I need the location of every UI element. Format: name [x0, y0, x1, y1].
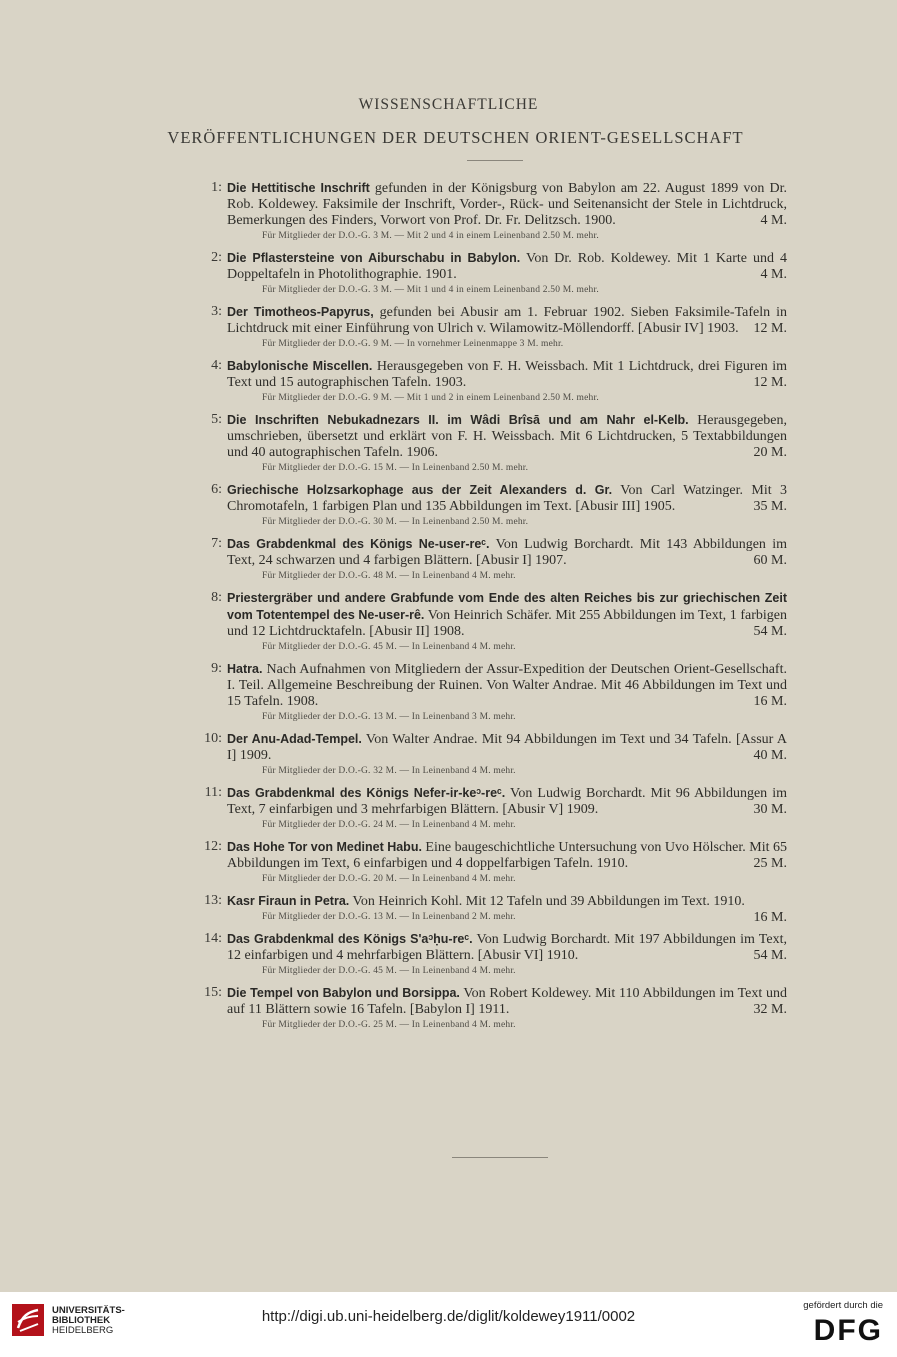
- entry-title: Der Timotheos-Papyrus,: [227, 305, 374, 319]
- entry-title: Das Grabdenkmal des Königs S'aᵓḥu-reᶜ.: [227, 932, 473, 946]
- entry-title: Das Grabdenkmal des Königs Ne-user-reᶜ.: [227, 537, 490, 551]
- member-price-note: Für Mitglieder der D.O.-G. 24 M. — In Leinenband 4 M. mehr.: [262, 820, 516, 830]
- member-price-note: Für Mitglieder der D.O.-G. 48 M. — In Leinenband 4 M. mehr.: [262, 571, 516, 581]
- member-price-note: Für Mitglieder der D.O.-G. 15 M. — In Leinenband 2.50 M. mehr.: [262, 463, 529, 473]
- entry-text: Herausgegeben, umschrieben, übersetzt und erklärt von F. H. Weissbach. Mit 6 Lichtdrucken, 5 Textabbildungen und 40 autographischen Tafeln. 1906.: [227, 413, 787, 460]
- entry-text: Eine baugeschichtliche Untersuchung von Uvo Hölscher. Mit 65 Abbildungen im Text, 6 einfarbigen und 4 doppelfarbigen Tafeln. 1910.: [227, 840, 788, 871]
- member-price-note: Für Mitglieder der D.O.-G. 20 M. — In Leinenband 4 M. mehr.: [262, 874, 516, 884]
- entry-number: 6:: [211, 482, 222, 497]
- entry-description: [227, 536, 787, 569]
- entry-price: 40 M.: [753, 748, 787, 763]
- member-price-note: Für Mitglieder der D.O.-G. 32 M. — In Leinenband 4 M. mehr.: [262, 766, 516, 776]
- entry-title: Die Hettitische Inschrift: [227, 181, 370, 195]
- entry-text: gefunden in der Königsburg von Babylon am 22. August 1899 von Dr. Rob. Koldewey. Faksimile der Inschrift, Vorder-, Rück- und Seitenansicht der Stele in Lichtdruck, Bemerkungen des Finders, Vorwort von Prof. Dr. Fr. Delitzsch. 1900.: [227, 181, 787, 228]
- publication-entry: [0, 785, 897, 832]
- heading-divider: [467, 160, 523, 161]
- publication-entry: [0, 358, 897, 405]
- member-price-note: Für Mitglieder der D.O.-G. 25 M. — In Leinenband 4 M. mehr.: [262, 1020, 516, 1030]
- entry-title: Griechische Holzsarkophage aus der Zeit Alexanders d. Gr.: [227, 483, 613, 497]
- entry-text: Von Heinrich Schäfer. Mit 255 Abbildungen im Text, 1 farbigen und 12 Lichtdrucktafeln. [Abusir II] 1908.: [227, 608, 788, 639]
- entry-price: 30 M.: [753, 802, 787, 817]
- member-price-note: Für Mitglieder der D.O.-G. 9 M. — In vornehmer Leinenmappe 3 M. mehr.: [262, 339, 564, 349]
- publication-entry: [0, 180, 897, 243]
- entry-number: 12:: [204, 839, 222, 854]
- entry-number: 14:: [204, 931, 222, 946]
- page-heading-line2: VERÖFFENTLICHUNGEN DER DEUTSCHEN ORIENT-GESELLSCHAFT: [167, 128, 744, 147]
- entry-number: 7:: [211, 536, 222, 551]
- entry-description: [227, 180, 787, 229]
- entry-number: 9:: [211, 661, 222, 676]
- entry-text: Von Ludwig Borchardt. Mit 197 Abbildungen im Text, 12 einfarbigen und 4 mehrfarbigen Blättern. [Abusir VI] 1910.: [227, 932, 787, 963]
- entry-title: Das Grabdenkmal des Königs Nefer-ir-keᵓ-reᶜ.: [227, 786, 506, 800]
- permalink-url[interactable]: http://digi.ub.uni-heidelberg.de/diglit/koldewey1911/0002: [261, 1308, 636, 1325]
- entry-price: 16 M.: [753, 910, 787, 925]
- entry-price: 35 M.: [753, 499, 787, 514]
- entry-text: Herausgegeben von F. H. Weissbach. Mit 1 Lichtdruck, drei Figuren im Text und 15 autographischen Tafeln. 1903.: [227, 359, 787, 390]
- entry-text: Nach Aufnahmen von Mitgliedern der Assur-Expedition der Deutschen Orient-Gesellschaft. I. Teil. Allgemeine Beschreibung der Ruinen. Von Walter Andrae. Mit 46 Abbildungen im Text und 15 Tafeln. 1908.: [227, 662, 787, 709]
- publication-entry: [0, 661, 897, 724]
- entry-title: Kasr Firaun in Petra.: [227, 894, 350, 908]
- entry-description: [227, 839, 787, 872]
- entry-text: Von Ludwig Borchardt. Mit 143 Abbildungen im Text, 24 schwarzen und 4 farbigen Blättern. [Abusir I] 1907.: [227, 537, 788, 568]
- entry-number: 3:: [211, 304, 222, 319]
- funding-caption: gefördert durch die: [803, 1300, 883, 1311]
- entry-price: 54 M.: [753, 624, 787, 639]
- entry-description: [227, 661, 787, 710]
- entry-title: Das Hohe Tor von Medinet Habu.: [227, 840, 422, 854]
- member-price-note: Für Mitglieder der D.O.-G. 13 M. — In Leinenband 3 M. mehr.: [262, 712, 516, 722]
- page-heading-line1: WISSENSCHAFTLICHE: [358, 96, 539, 113]
- member-price-note: Für Mitglieder der D.O.-G. 45 M. — In Leinenband 4 M. mehr.: [262, 966, 516, 976]
- publication-entry: [0, 985, 897, 1032]
- entry-description: [227, 412, 787, 461]
- member-price-note: Für Mitglieder der D.O.-G. 9 M. — Mit 1 und 2 in einem Leinenband 2.50 M. mehr.: [262, 393, 599, 403]
- entry-price: 60 M.: [753, 553, 787, 568]
- entry-number: 5:: [211, 412, 222, 427]
- entry-price: 4 M.: [760, 267, 787, 282]
- entry-text: gefunden bei Abusir am 1. Februar 1902. Sieben Faksimile-Tafeln in Lichtdruck mit einer Einführung von Ulrich v. Wilamowitz-Möllendorff. [Abusir IV] 1903.: [227, 305, 787, 336]
- publication-entry: [0, 931, 897, 978]
- entry-price: 25 M.: [753, 856, 787, 871]
- entry-title: Der Anu-Adad-Tempel.: [227, 732, 362, 746]
- member-price-note: Für Mitglieder der D.O.-G. 3 M. — Mit 1 und 4 in einem Leinenband 2.50 M. mehr.: [262, 285, 599, 295]
- entry-price: 12 M.: [753, 321, 787, 336]
- closing-divider: [452, 1157, 548, 1158]
- entry-number: 2:: [211, 250, 222, 265]
- publication-entry: [0, 304, 897, 351]
- entry-text: Von Heinrich Kohl. Mit 12 Tafeln und 39 Abbildungen im Text. 1910.: [349, 894, 745, 909]
- entry-text: Von Robert Koldewey. Mit 110 Abbildungen im Text und auf 11 Blättern sowie 16 Tafeln. [Babylon I] 1911.: [227, 986, 787, 1017]
- publication-entry: [0, 412, 897, 475]
- entry-title: Hatra.: [227, 662, 263, 676]
- member-price-note: Für Mitglieder der D.O.-G. 3 M. — Mit 2 und 4 in einem Leinenband 2.50 M. mehr.: [262, 231, 599, 241]
- entry-number: 1:: [211, 180, 222, 195]
- entry-number: 13:: [204, 893, 222, 908]
- library-name-line1: UNIVERSITÄTS-: [52, 1305, 125, 1316]
- entry-title: Priestergräber und andere Grabfunde vom Ende des alten Reiches bis zur griechischen Zeit vom Totentempel des Ne-user-rê.: [227, 591, 787, 622]
- entry-description: [227, 931, 787, 964]
- entry-price: 54 M.: [753, 948, 787, 963]
- publication-entry: [0, 731, 897, 778]
- entry-description: [227, 358, 787, 391]
- entry-description: [227, 785, 787, 818]
- entry-description: [227, 250, 787, 283]
- entry-description: [227, 482, 787, 515]
- entry-number: 10:: [204, 731, 222, 746]
- entry-number: 11:: [204, 785, 222, 800]
- dfg-logo[interactable]: DFG: [813, 1314, 883, 1347]
- entry-description: [227, 590, 787, 640]
- entry-price: 20 M.: [753, 445, 787, 460]
- publication-entry: [0, 482, 897, 529]
- publication-entry: [0, 839, 897, 886]
- member-price-note: Für Mitglieder der D.O.-G. 13 M. — In Leinenband 2 M. mehr.: [262, 912, 516, 922]
- publication-entry: [0, 590, 897, 654]
- member-price-note: Für Mitglieder der D.O.-G. 45 M. — In Leinenband 4 M. mehr.: [262, 642, 516, 652]
- entry-text: Von Ludwig Borchardt. Mit 96 Abbildungen im Text, 7 einfarbigen und 3 mehrfarbigen Blättern. [Abusir V] 1909.: [227, 786, 787, 817]
- entry-description: [227, 985, 787, 1018]
- entry-number: 15:: [204, 985, 222, 1000]
- publication-entry: [0, 536, 897, 583]
- entry-description: [227, 731, 787, 764]
- entry-price: 32 M.: [753, 1002, 787, 1017]
- publication-list: [0, 180, 897, 1039]
- entry-text: Von Carl Watzinger. Mit 3 Chromotafeln, 1 farbigen Plan und 135 Abbildungen im Text. [Abusir III] 1905.: [227, 483, 787, 514]
- entry-title: Die Tempel von Babylon und Borsippa.: [227, 986, 460, 1000]
- entry-text: Von Dr. Rob. Koldewey. Mit 1 Karte und 4 Doppeltafeln in Photolithographie. 1901.: [227, 251, 787, 282]
- library-name-line3: HEIDELBERG: [52, 1325, 114, 1336]
- publication-entry: [0, 250, 897, 297]
- entry-number: 4:: [211, 358, 222, 373]
- library-name-line2: BIBLIOTHEK: [52, 1315, 111, 1326]
- entry-number: 8:: [211, 590, 222, 605]
- entry-price: 4 M.: [760, 213, 787, 228]
- entry-description: [227, 304, 787, 337]
- publication-entry: [0, 893, 897, 924]
- entry-price: 12 M.: [753, 375, 787, 390]
- entry-title: Die Pflastersteine von Aiburschabu in Babylon.: [227, 251, 521, 265]
- entry-text: Von Walter Andrae. Mit 94 Abbildungen im Text und 34 Tafeln. [Assur A I] 1909.: [227, 732, 787, 763]
- member-price-note: Für Mitglieder der D.O.-G. 30 M. — In Leinenband 2.50 M. mehr.: [262, 517, 529, 527]
- viewer-footer: [0, 1292, 897, 1357]
- entry-title: Die Inschriften Nebukadnezars II. im Wâdi Brîsā und am Nahr el-Kelb.: [227, 413, 689, 427]
- entry-title: Babylonische Miscellen.: [227, 359, 373, 373]
- entry-price: 16 M.: [753, 694, 787, 709]
